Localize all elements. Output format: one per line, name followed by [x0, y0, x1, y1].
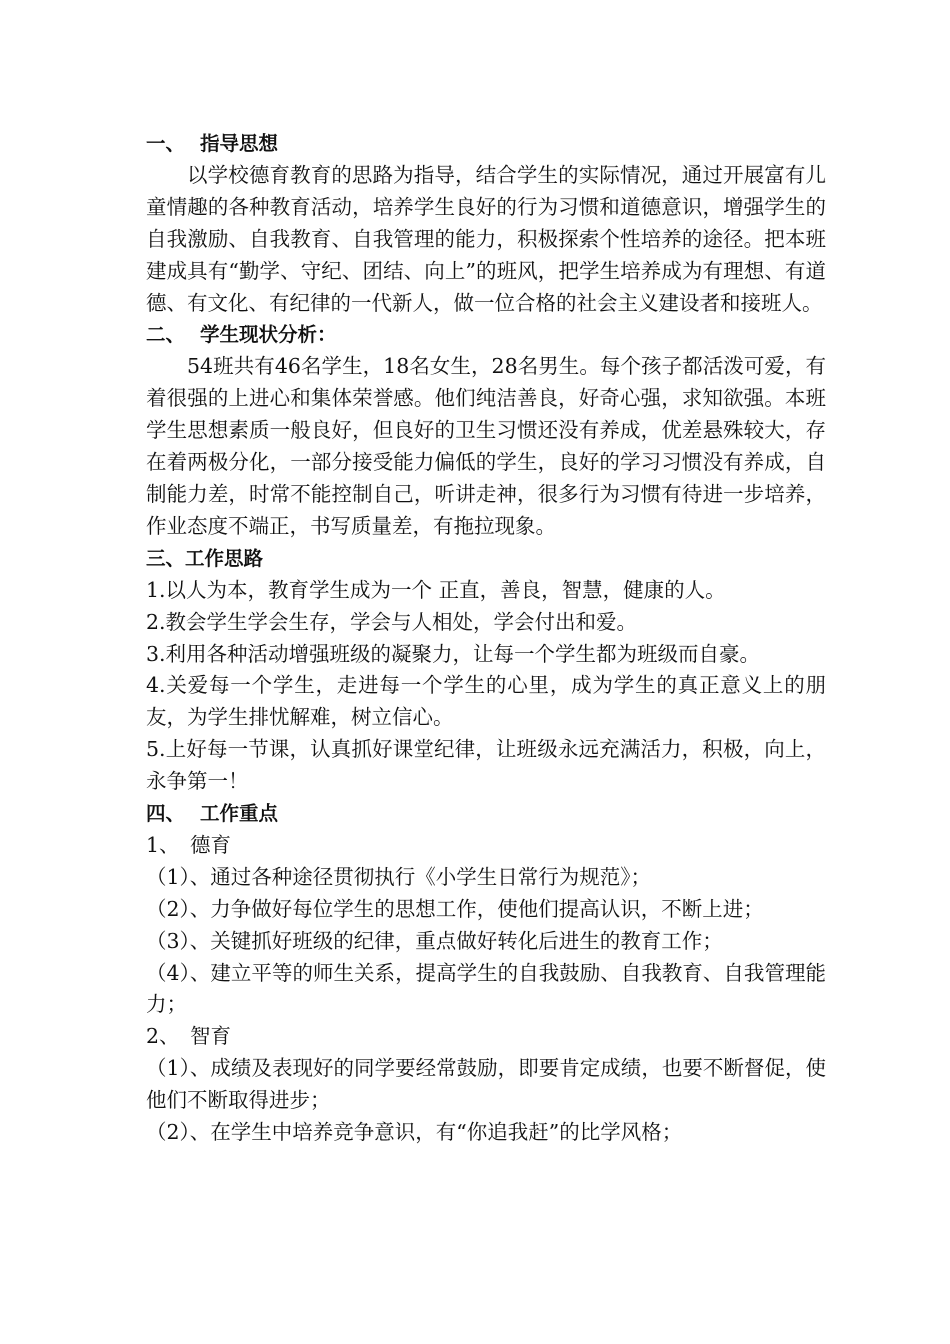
document-page: [146, 128, 826, 1149]
moral-item: （3）、关键抓好班级的纪律，重点做好转化后进生的教育工作；: [146, 928, 723, 953]
work-approach-item: 4.关爱每一个学生，走进每一个学生的心里，成为学生的真正意义上的朋友，为学生排忧解难，树立信心。: [146, 673, 826, 730]
subsection-number: 2、: [146, 1024, 180, 1049]
work-approach-item: 5.上好每一节课，认真抓好课堂纪律，让班级永远充满活力，积极，向上，永争第一！: [146, 737, 826, 794]
guiding-thought-paragraph: 以学校德育教育的思路为指导，结合学生的实际情况，通过开展富有儿童情趣的各种教育活动，培养学生良好的行为习惯和道德意识，增强学生的自我激励、自我教育、自我管理的能力，积极探索个性培养的途径。把本班建成具有“勤学、守纪、团结、向上”的班风，把学生培养成为有理想、有道德、有文化、有纪律的一代新人，做一位合格的社会主义建设者和接班人。: [146, 162, 826, 315]
section-heading-work-focus: [146, 798, 826, 830]
subsection-title: 智育: [190, 1024, 231, 1049]
section-title: 工作重点: [200, 802, 279, 826]
section-title: 学生现状分析：: [200, 323, 337, 347]
subsection-number: 1、: [146, 832, 180, 857]
work-approach-item: 1.以人为本，教育学生成为一个 正直，善良，智慧，健康的人。: [146, 577, 726, 602]
moral-item: （2）、力争做好每位学生的思想工作，使他们提高认识，不断上进；: [146, 896, 764, 921]
section-heading-guiding-thought: [146, 128, 826, 160]
work-approach-item: 3.利用各种活动增强班级的凝聚力，让每一个学生都为班级而自豪。: [146, 641, 761, 666]
moral-item: （1）、通过各种途径贯彻执行《小学生日常行为规范》；: [146, 864, 652, 889]
student-analysis-paragraph: 54班共有46名学生，18名女生，28名男生。每个孩子都活泼可爱，有着很强的上进心和集体荣誉感。他们纯洁善良，好奇心强，求知欲强。本班学生思想素质一般良好，但良好的卫生习惯还没有养成，优差悬殊较大，存在着两极分化，一部分接受能力偏低的学生，良好的学习习惯没有养成，自制能力差，时常不能控制自己，听讲走神，很多行为习惯有待进一步培养，作业态度不端正，书写质量差，有拖拉现象。: [146, 354, 826, 538]
intellectual-item: （2）、在学生中培养竞争意识，有“你追我赶”的比学风格；: [146, 1120, 683, 1145]
section-number: 一、: [146, 132, 186, 155]
section-number: 二、: [146, 323, 186, 347]
moral-item: （4）、建立平等的师生关系，提高学生的自我鼓励、自我教育、自我管理能力；: [146, 960, 826, 1017]
section-heading-work-approach: 三、工作思路: [146, 546, 264, 570]
subsection-heading-moral: [146, 830, 826, 862]
section-heading-student-analysis: [146, 319, 826, 351]
section-number: 四、: [146, 802, 186, 826]
work-approach-item: 2.教会学生学会生存，学会与人相处，学会付出和爱。: [146, 609, 638, 634]
subsection-heading-intellectual: [146, 1021, 826, 1053]
section-title: 指导思想: [200, 132, 279, 155]
subsection-title: 德育: [190, 832, 231, 857]
intellectual-item: （1）、成绩及表现好的同学要经常鼓励，即要肯定成绩，也要不断督促，使他们不断取得进步；: [146, 1056, 826, 1113]
